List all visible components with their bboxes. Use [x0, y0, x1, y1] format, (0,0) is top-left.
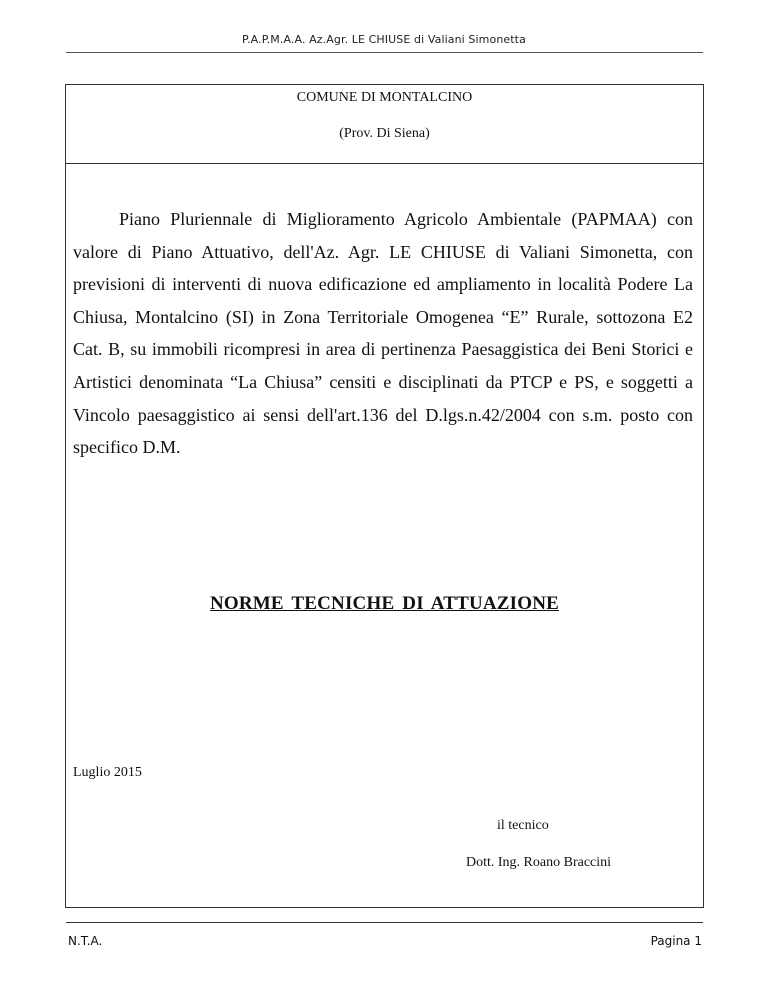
comune-heading: COMUNE DI MONTALCINO	[296, 90, 473, 105]
footer-page-number: Pagina 1	[650, 934, 702, 948]
document-title: NORME TECNICHE DI ATTUAZIONE	[209, 593, 560, 614]
cover-frame	[65, 84, 704, 908]
header-rule	[66, 52, 703, 53]
plan-description: Piano Pluriennale di Miglioramento Agricolo Ambientale (PAPMAA) con valore di Piano Attuativo, dell'Az. Agr. LE CHIUSE di Valiani Simonetta, con previsioni di interventi di nuova edificazione ed ampliamento in località Podere La Chiusa, Montalcino (SI) in Zona Territoriale Omogenea “E” Rurale, sottozona E2 Cat. B, su immobili ricompresi in area di pertinenza Paesaggistica dei Beni Storici e Artistici denominata “La Chiusa” censiti e disciplinati da PTCP e PS, e soggetti a Vincolo paesaggistico ai sensi dell'art.136 del D.lgs.n.42/2004 con s.m. posto con specifico D.M.	[73, 209, 693, 458]
provincia-subheading: (Prov. Di Siena)	[339, 126, 430, 141]
signer-name: Dott. Ing. Roano Braccini	[466, 855, 612, 870]
document-date: Luglio 2015	[73, 765, 142, 780]
footer-rule	[66, 922, 703, 923]
frame-divider	[66, 163, 703, 164]
footer-document-code: N.T.A.	[68, 934, 103, 948]
signer-role: il tecnico	[497, 818, 549, 833]
running-header: P.A.P.M.A.A. Az.Agr. LE CHIUSE di Valiani Simonetta	[242, 33, 526, 46]
